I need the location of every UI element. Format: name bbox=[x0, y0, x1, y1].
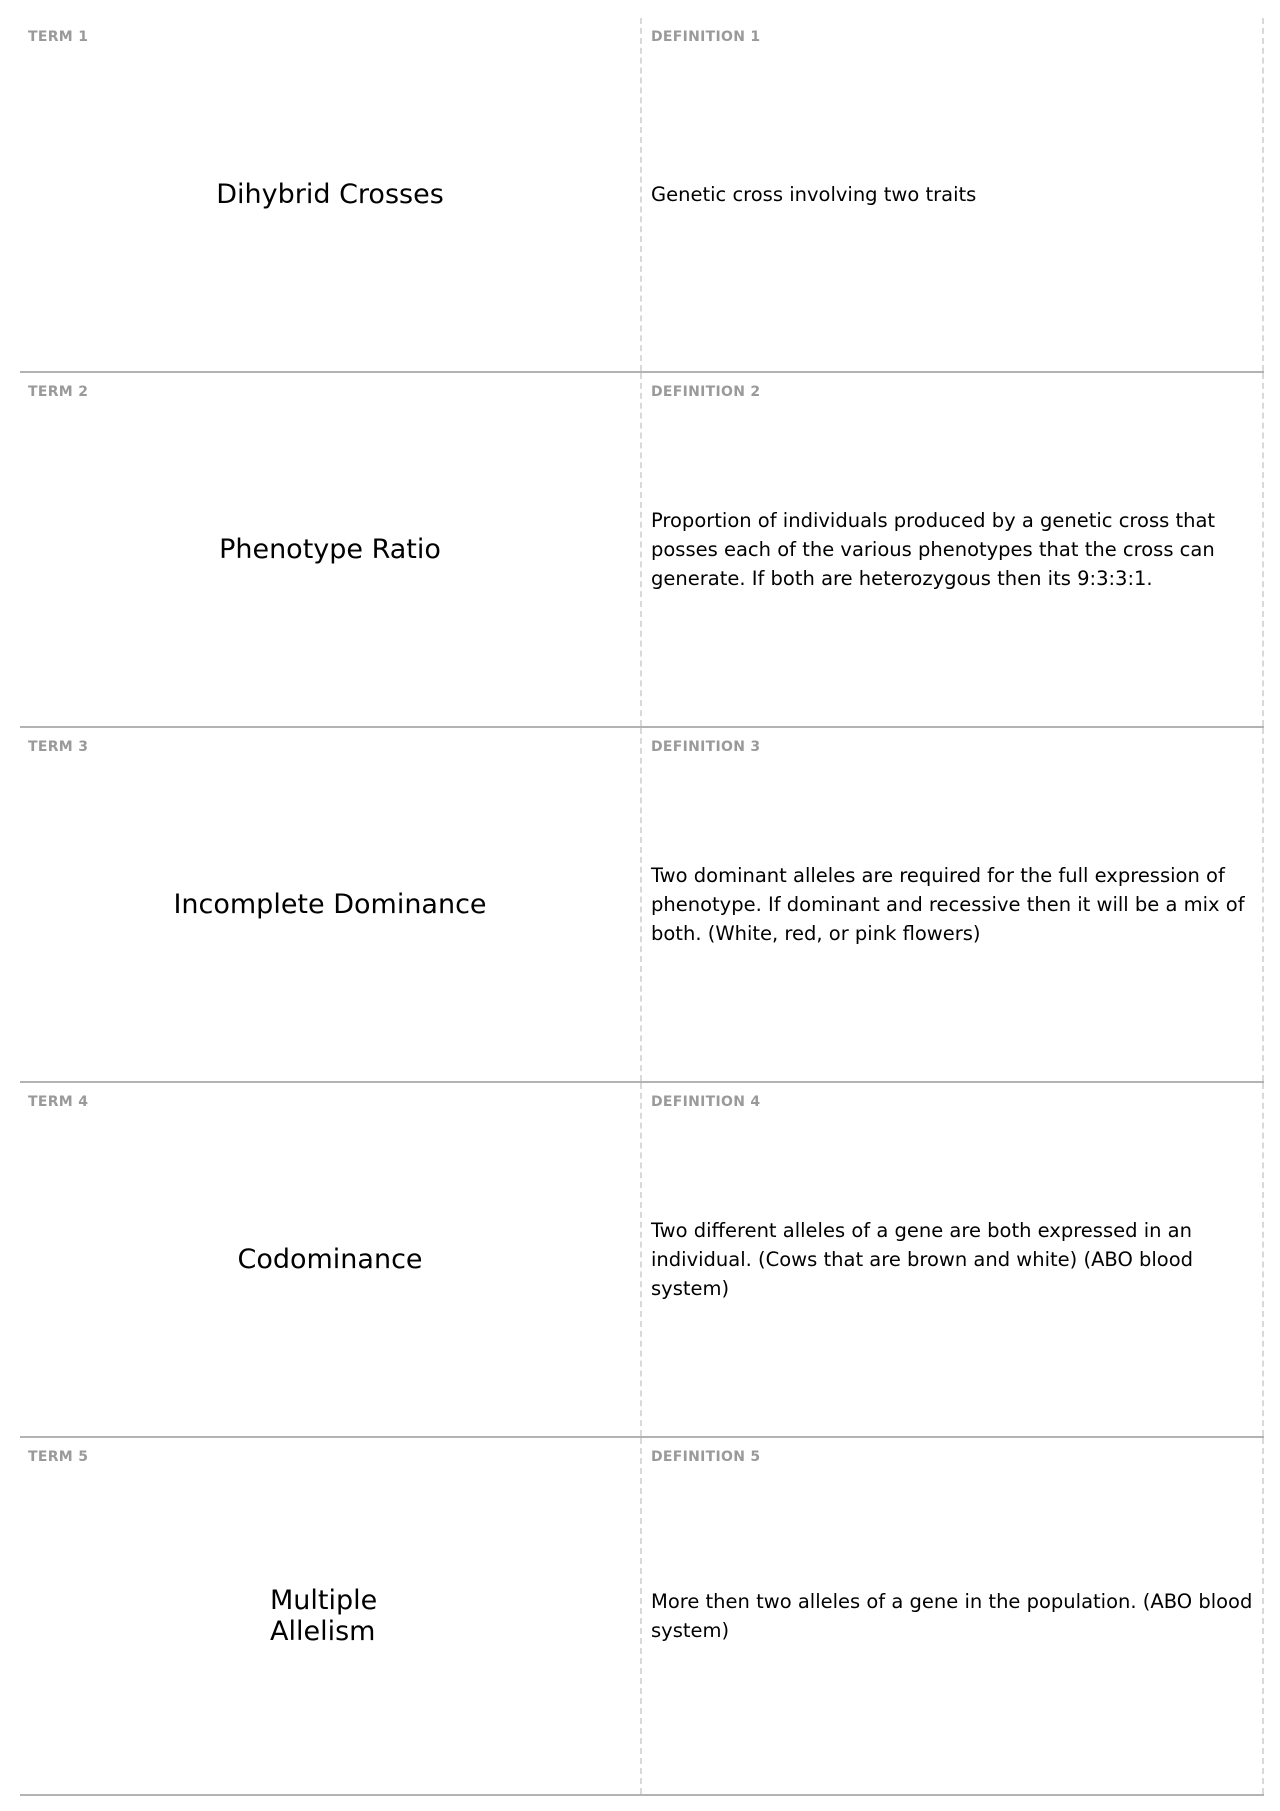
term-cell bbox=[20, 18, 642, 371]
definition-text-container bbox=[651, 728, 1254, 1081]
definition-cell bbox=[642, 18, 1264, 371]
definition-cell bbox=[642, 373, 1264, 726]
term-cell bbox=[20, 373, 642, 726]
term-label: TERM 5 bbox=[28, 1449, 89, 1465]
definition-text-container bbox=[651, 1083, 1254, 1436]
definition-label: DEFINITION 3 bbox=[651, 739, 761, 755]
flashcard-row-1 bbox=[20, 18, 1264, 373]
definition-text: Genetic cross involving two traits bbox=[651, 183, 977, 206]
flashcard-row-3 bbox=[20, 728, 1264, 1083]
definition-cell bbox=[642, 1083, 1264, 1436]
term-text-container bbox=[20, 1083, 640, 1436]
term-text: Multiple Allelism bbox=[270, 1584, 378, 1647]
term-label: TERM 4 bbox=[28, 1094, 89, 1110]
definition-text: Two dominant alleles are required for the full expression of phenotype. If dominant and recessive then it will be a mix of both. (White, red, or pink flowers) bbox=[651, 864, 1245, 945]
term-text: Incomplete Dominance bbox=[173, 888, 487, 920]
term-text: Dihybrid Crosses bbox=[216, 178, 444, 210]
term-label: TERM 3 bbox=[28, 739, 89, 755]
term-text-container bbox=[20, 1438, 640, 1794]
term-cell bbox=[20, 728, 642, 1081]
term-label: TERM 2 bbox=[28, 384, 89, 400]
definition-cell bbox=[642, 1438, 1264, 1794]
flashcard-row-4 bbox=[20, 1083, 1264, 1438]
term-cell bbox=[20, 1438, 642, 1794]
definition-label: DEFINITION 4 bbox=[651, 1094, 761, 1110]
term-text: Codominance bbox=[237, 1243, 423, 1275]
definition-text: More then two alleles of a gene in the population. (ABO blood system) bbox=[651, 1590, 1253, 1642]
term-label: TERM 1 bbox=[28, 29, 89, 45]
flashcard-row-5 bbox=[20, 1438, 1264, 1796]
flashcard-sheet bbox=[20, 18, 1264, 1796]
definition-cell bbox=[642, 728, 1264, 1081]
definition-label: DEFINITION 2 bbox=[651, 384, 761, 400]
definition-text-container bbox=[651, 18, 1254, 371]
definition-text-container bbox=[651, 373, 1254, 726]
definition-text: Two different alleles of a gene are both expressed in an individual. (Cows that are brown and white) (ABO blood system) bbox=[651, 1219, 1194, 1300]
definition-text-container bbox=[651, 1438, 1254, 1794]
term-text-container bbox=[20, 728, 640, 1081]
definition-text: Proportion of individuals produced by a genetic cross that posses each of the various phenotypes that the cross can generate. If both are heterozygous then its 9:3:3:1. bbox=[651, 509, 1216, 590]
definition-label: DEFINITION 5 bbox=[651, 1449, 761, 1465]
term-text-container bbox=[20, 18, 640, 371]
flashcard-row-2 bbox=[20, 373, 1264, 728]
definition-label: DEFINITION 1 bbox=[651, 29, 761, 45]
term-cell bbox=[20, 1083, 642, 1436]
term-text: Phenotype Ratio bbox=[219, 533, 441, 565]
term-text-container bbox=[20, 373, 640, 726]
